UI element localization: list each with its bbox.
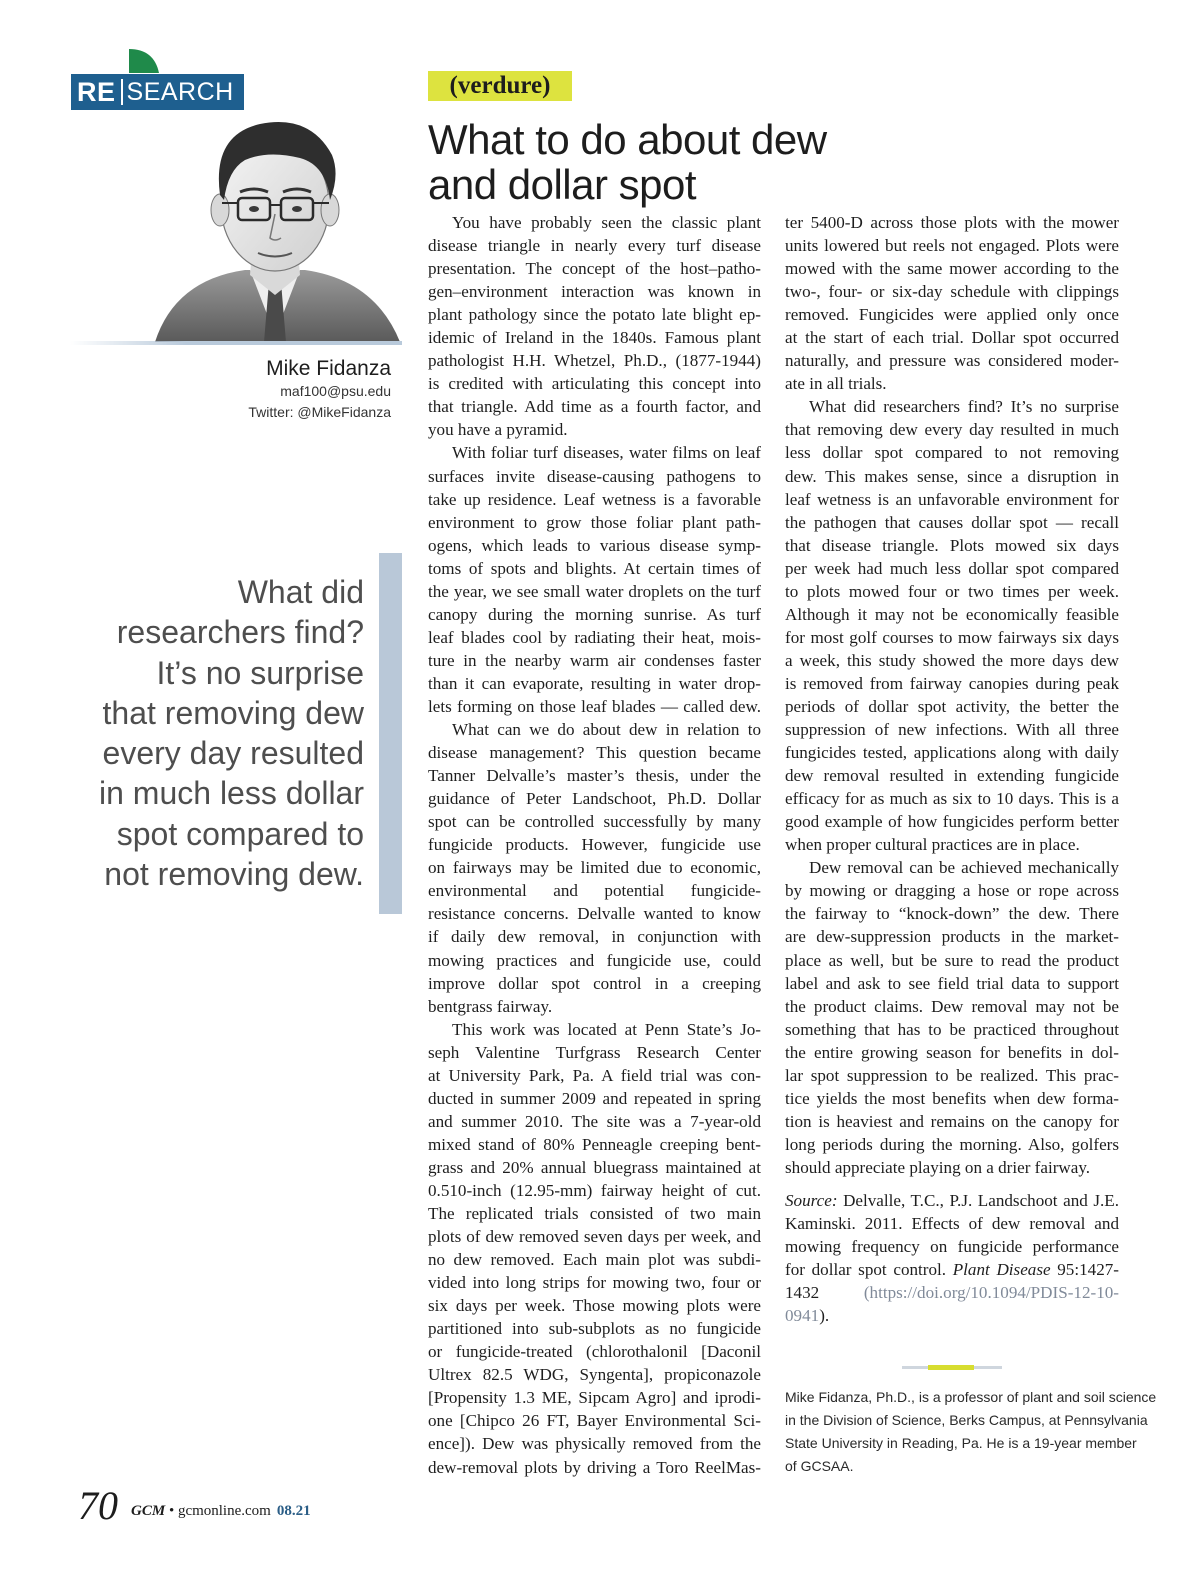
body-line: presentation. The concept of the host–patho- [428,259,761,279]
pull-quote-line: not removing dew. [104,856,364,893]
body-line: are dew-suppression products in the market- [785,927,1119,947]
body-line: leaf wetness is an unfavorable environment for [785,489,1119,509]
body-line: efficacy for as much as six to 10 days. This is a [785,789,1119,809]
body-line: naturally, and pressure was considered moder- [785,351,1119,371]
badge-search: SEARCH [126,77,234,106]
body-line: less dollar spot compared to not removing [785,443,1119,463]
body-line: improve dollar spot control in a creeping [428,973,761,993]
body-line: one [Chipco 26 FT, Bayer Environmental Sci- [428,1411,761,1431]
body-line: for most golf courses to mow fairways six days [785,627,1119,647]
body-line: that triangle. Add time as a fourth factor, and [428,397,761,417]
body-line: should appreciate playing on a drier fairway. [785,1157,1091,1177]
body-line: Although it may not be economically feasible [785,604,1119,624]
body-line: mowed with the same mower according to the [785,259,1119,279]
headline-line: What to do about dew [428,116,827,163]
bio-line: State University in Reading, Pa. He is a 19-year member [785,1435,1137,1451]
body-line: at University Park, Pa. A field trial was con- [428,1065,761,1085]
pull-quote-line: researchers find? [116,614,364,651]
citation-line: Kaminski. 2011. Effects of dew removal and [785,1214,1119,1234]
badge-re: RE [77,76,116,107]
body-line: disease triangle in nearly every turf disease [428,236,761,256]
body-line: What can we do about dew in relation to [452,720,761,740]
body-line: lets forming on those leaf blades — called dew. [428,696,761,716]
body-line: ence]). Dew was physically removed from the [428,1434,761,1454]
body-line: ter 5400-D across those plots with the mower [785,213,1119,232]
bio-divider-accent [928,1365,974,1370]
body-line: partitioned into sub-subplots as no fungicide [428,1319,761,1339]
pull-quote-line: every day resulted [102,735,364,772]
portrait-rule [70,341,402,345]
body-line: plant pathology since the potato late blight ep- [428,305,761,325]
body-line: that disease triangle. Plots mowed six days [785,535,1119,555]
body-line: leaf blades cool by radiating their heat, mois- [428,627,761,647]
body-line: take up residence. Leaf wetness is a favorable [428,489,761,509]
citation-line: Source: Delvalle, T.C., P.J. Landschoot and J.E. [785,1190,1119,1210]
body-line: grass and 20% annual bluegrass maintained at [428,1157,761,1177]
body-line: disease management? This question became [428,743,761,763]
source-citation [785,1189,1119,1327]
body-line: ate in all trials. [785,374,887,394]
body-line: vided into long strips for mowing two, four or [428,1273,761,1293]
body-line: at the start of each trial. Dollar spot occurred [785,328,1119,348]
bio-line: in the Division of Science, Berks Campus, at Pennsylvania [785,1412,1148,1428]
pull-quote-line: that removing dew [102,694,364,731]
citation-line: for dollar spot control. Plant Disease 95:1427- [785,1260,1119,1280]
body-line: the pathogen that causes dollar spot — recall [785,512,1119,532]
website[interactable]: • gcmonline.com [165,1503,271,1519]
pull-quote-line: in much less dollar [99,775,364,812]
body-line: What did researchers find? It’s no surprise [809,397,1119,417]
section-tag: (verdure) [428,71,572,101]
body-line: ture in the nearby warm air condenses faster [428,650,761,670]
body-line: by mowing or dragging a hose or rope across [785,881,1119,901]
body-line: and summer 2010. The site was a 7-year-old [428,1111,761,1131]
body-line: dew-removal plots by driving a Toro ReelMas- [428,1457,761,1477]
body-line: the fairway to “knock-down” the dew. There [785,904,1119,924]
footer-info [131,1500,311,1522]
body-line: units lowered but reels not engaged. Plots were [785,236,1119,256]
body-line: you have a pyramid. [428,420,568,440]
body-line: Dew removal can be achieved mechanically [809,858,1119,878]
body-line: This work was located at Penn State’s Jo- [452,1019,761,1039]
body-line: plots of dew removed seven days per week, and [428,1227,761,1247]
author-block [248,357,391,423]
body-line: canopy during the morning sunrise. As turf [428,604,761,624]
doi-link[interactable]: (https://doi.org/10.1094/PDIS-12-10- [863,1283,1119,1303]
body-line: per week had much less dollar spot compared [785,558,1119,578]
body-line: six days per week. Those mowing plots were [428,1296,761,1316]
body-line: the year, we see small water droplets on the turf [428,581,761,601]
body-line: place as well, but be sure to read the product [785,950,1119,970]
badge-divider [121,79,123,105]
body-line: ogens, which leads to various disease symp- [428,535,761,555]
body-line: tion is heaviest and remains on the canopy for [785,1111,1119,1131]
author-twitter[interactable]: Twitter: @MikeFidanza [248,404,391,420]
body-line: tice yields the most benefits when dew forma- [785,1088,1119,1108]
pull-quote-bar [379,553,402,914]
journal-name: Plant Disease [952,1260,1051,1280]
pull-quote-line: spot compared to [116,815,364,852]
body-line: is credited with articulating this concept into [428,374,761,394]
body-line: suppression of new infections. With all three [785,720,1119,740]
body-line: or fungicide-treated (chlorothalonil [Daconil [428,1342,761,1362]
body-line: on fairways may be limited due to economic, [428,858,761,878]
citation-line: mowing frequency on fungicide performance [785,1237,1119,1257]
body-line: resistance concerns. Delvalle wanted to know [428,904,761,924]
body-line: toms of spots and blights. At certain times of [428,558,761,578]
article-column-1 [428,211,761,1479]
body-line: mixed stand of 80% Penneagle creeping bent- [428,1134,761,1154]
pull-quote-line: It’s no surprise [156,654,364,691]
body-line: guidance of Peter Landschoot, Ph.D. Dollar [428,789,761,809]
author-name: Mike Fidanza [266,357,391,380]
issue-date: 08.21 [276,1503,311,1519]
source-label: Source: [785,1190,838,1210]
author-portrait [150,110,400,342]
body-line: when proper cultural practices are in place. [785,835,1080,855]
body-line: 0.510-inch (12.95-mm) fairway height of cut. [428,1180,761,1200]
body-line: dew removal resulted in extending fungicide [785,766,1119,786]
body-line: mowing practices and fungicide use, could [428,950,761,970]
pull-quote [60,572,364,894]
body-line: surfaces invite disease-causing pathogens to [428,466,761,486]
page-number: 70 [78,1483,118,1528]
body-line: dew. This makes sense, since a disruption in [785,466,1119,486]
author-email[interactable]: maf100@psu.edu [280,383,391,399]
body-line: a week, this study showed the more days dew [785,650,1119,670]
body-line: label and ask to see field trial data to support [785,973,1119,993]
article-column-2 [785,211,1119,1327]
body-line: [Propensity 1.3 ME, Sipcam Agro] and iprodi- [428,1388,761,1408]
bio-line: Mike Fidanza, Ph.D., is a professor of plant and soil science [785,1389,1157,1405]
headline [428,117,948,207]
author-bio [785,1386,1157,1478]
body-line: long periods during the morning. Also, golfers [785,1134,1119,1154]
body-line: ducted in summer 2009 and repeated in spring [428,1088,761,1108]
body-line: no dew removed. Each main plot was subdi- [428,1250,761,1270]
body-line: pathologist H.H. Whetzel, Ph.D., (1877-1944) [428,351,761,371]
doi-link-continued[interactable]: 0941 [785,1306,820,1326]
body-line: fungicides tested, applications along with daily [785,743,1119,763]
body-line: to plots mowed four or two times per week. [785,581,1119,601]
body-line: bentgrass fairway. [428,996,553,1016]
body-line: if daily dew removal, in conjunction with [428,927,761,947]
body-line: spot can be controlled successfully by many [428,812,761,832]
magazine-name: GCM [131,1503,166,1519]
body-line: Tanner Delvalle’s master’s thesis, under the [428,766,761,786]
citation-line: 1432 (https://doi.org/10.1094/PDIS-12-10- [785,1283,1119,1303]
headline-line: and dollar spot [428,161,697,208]
body-line: good example of how fungicides perform better [785,812,1119,832]
body-line: With foliar turf diseases, water films on leaf [452,443,761,463]
body-line: that removing dew every day resulted in much [785,420,1119,440]
body-line: idemic of Ireland in the 1840s. Famous plant [428,328,761,348]
pull-quote-line: What did [237,574,364,610]
body-line: Ultrex 82.5 WDG, Syngenta], propiconazole [428,1365,761,1385]
body-line: The replicated trials consisted of two main [428,1204,761,1224]
body-line: than it can evaporate, resulting in water drop- [428,673,761,693]
body-line: periods of dollar spot activity, the better the [785,696,1119,716]
bio-line: of GCSAA. [785,1458,854,1474]
body-line: You have probably seen the classic plant [452,213,761,232]
body-line: fungicide products. However, fungicide use [428,835,761,855]
body-line: the product claims. Dew removal may not be [785,996,1119,1016]
leaf-icon [128,47,160,73]
body-line: gen–environment interaction was known in [428,282,761,302]
body-line: the entire growing season for benefits in dol- [785,1042,1119,1062]
body-line: two-, four- or six-day schedule with clippings [785,282,1119,302]
body-line: environment to grow those foliar plant path- [428,512,761,532]
citation-line: 0941). [785,1306,830,1326]
body-line: seph Valentine Turfgrass Research Center [428,1042,761,1062]
body-line: is removed from fairway canopies during peak [785,673,1119,693]
research-badge [71,74,244,110]
body-line: lar spot suppression to be realized. This prac- [785,1065,1119,1085]
body-line: removed. Fungicides were applied only once [785,305,1119,325]
body-line: environmental and potential fungicide- [428,881,761,901]
body-line: something that has to be practiced throughout [785,1019,1119,1039]
